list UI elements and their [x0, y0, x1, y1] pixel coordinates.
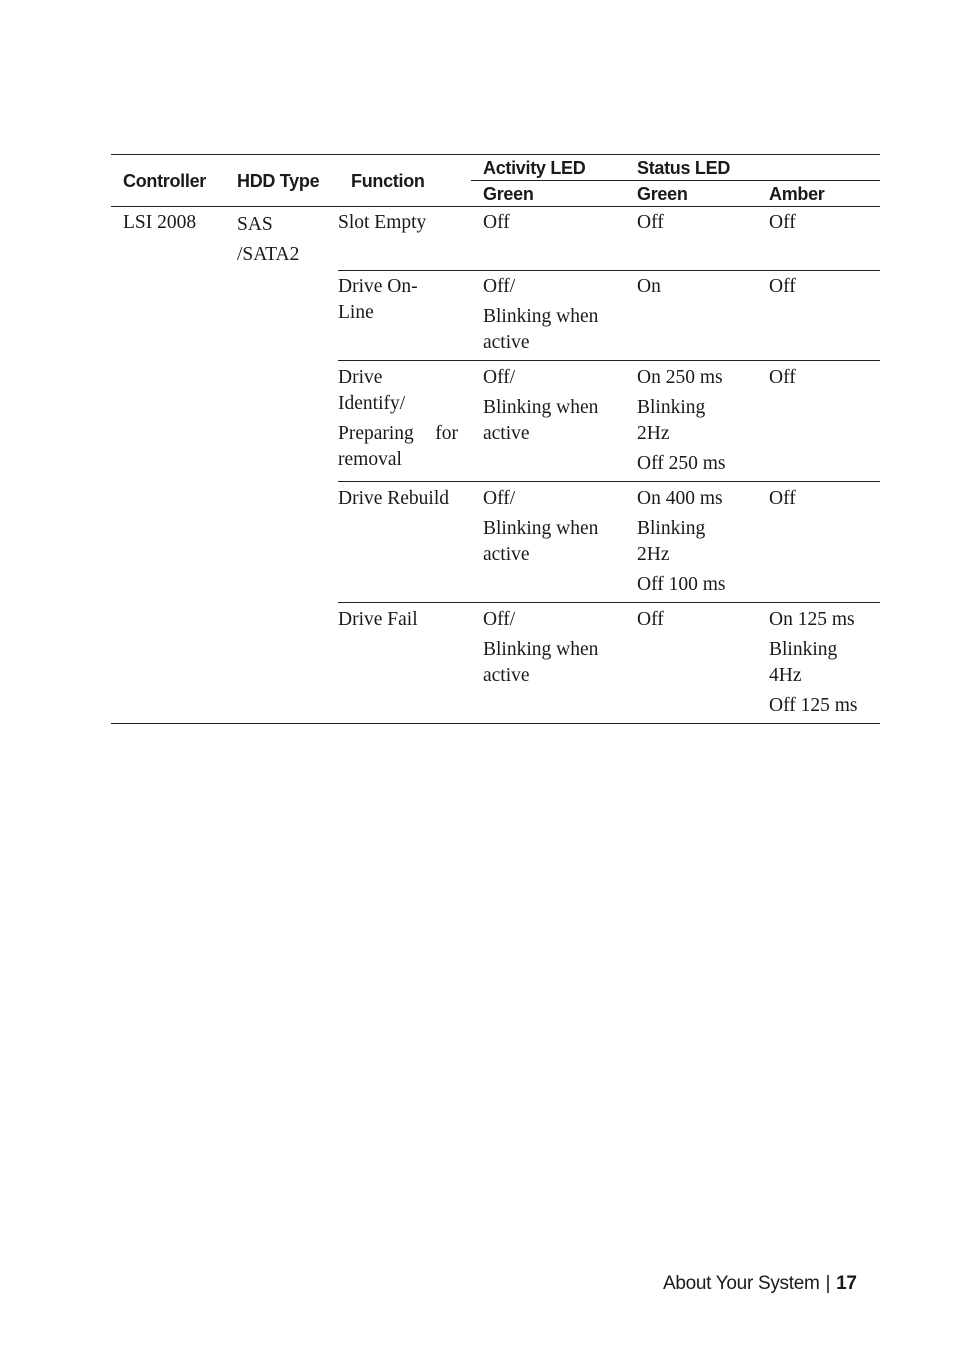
table-bottom-rule	[111, 723, 880, 724]
cell-activity-green	[483, 365, 598, 447]
header-activity-green: Green	[483, 184, 534, 204]
cell-line: 2Hz	[637, 544, 670, 565]
header-hdd-type: HDD Type	[237, 171, 320, 191]
header-status-green: Green	[637, 184, 688, 204]
row-rule-1	[338, 270, 880, 271]
footer-section-title: About Your System	[663, 1273, 820, 1294]
row-rule-3	[338, 481, 880, 482]
cell-line: Drive	[338, 367, 383, 388]
cell-line: Off	[637, 212, 664, 233]
cell-status-amber	[769, 274, 796, 300]
cell-line: Preparing for	[338, 423, 458, 444]
cell-line: Line	[338, 302, 374, 323]
cell-line: SAS	[237, 214, 273, 235]
cell-line: Off 100 ms	[637, 574, 726, 595]
cell-line: Off	[769, 212, 796, 233]
row-rule-4	[338, 602, 880, 603]
cell-line: Off/	[483, 488, 516, 509]
cell-line: /SATA2	[237, 244, 300, 265]
controller-cell: LSI 2008	[123, 212, 197, 233]
cell-status-amber	[769, 486, 796, 512]
cell-line: Blinking when	[483, 518, 599, 539]
cell-line: Blinking when	[483, 306, 599, 327]
table-top-rule	[111, 154, 880, 155]
cell-line: Off	[637, 609, 664, 630]
hdd-type-cell	[237, 210, 299, 270]
cell-line: active	[483, 332, 530, 353]
header-status-led: Status LED	[637, 158, 731, 178]
cell-status-green	[637, 607, 664, 633]
cell-line: Drive Rebuild	[338, 488, 450, 509]
cell-line: active	[483, 423, 530, 444]
cell-line: Drive On-	[338, 276, 418, 297]
cell-status-amber	[769, 607, 857, 719]
row-rule-2	[338, 360, 880, 361]
cell-line: Blinking	[637, 518, 706, 539]
header-sub-rule	[471, 180, 880, 181]
cell-status-amber	[769, 210, 796, 236]
cell-status-amber	[769, 365, 796, 391]
cell-status-green	[637, 274, 661, 300]
cell-line: active	[483, 665, 530, 686]
cell-function	[338, 274, 418, 326]
cell-line: Off 250 ms	[637, 453, 726, 474]
cell-line: Off	[769, 276, 796, 297]
cell-line: Drive Fail	[338, 609, 418, 630]
cell-line: 4Hz	[769, 665, 802, 686]
cell-line: active	[483, 544, 530, 565]
cell-function	[338, 365, 458, 473]
cell-function	[338, 607, 418, 633]
header-status-amber: Amber	[769, 184, 825, 204]
cell-line: Blinking	[637, 397, 706, 418]
cell-line: Blinking when	[483, 639, 599, 660]
cell-function	[338, 486, 449, 512]
header-controller: Controller	[123, 171, 207, 191]
header-activity-led: Activity LED	[483, 158, 586, 178]
header-function: Function	[351, 171, 425, 191]
cell-line: Blinking	[769, 639, 838, 660]
cell-function	[338, 210, 426, 236]
cell-activity-green	[483, 210, 510, 236]
cell-line: On 250 ms	[637, 367, 723, 388]
cell-line: Slot Empty	[338, 212, 427, 233]
cell-line: Off/	[483, 609, 516, 630]
cell-activity-green	[483, 607, 598, 689]
cell-line: On 400 ms	[637, 488, 723, 509]
cell-line: Identify/	[338, 393, 406, 414]
cell-line: On	[637, 276, 661, 297]
cell-status-green	[637, 486, 725, 598]
cell-line: Off/	[483, 276, 516, 297]
header-bottom-rule	[111, 206, 880, 207]
cell-line: Off	[769, 367, 796, 388]
cell-line: On 125 ms	[769, 609, 855, 630]
cell-activity-green	[483, 486, 598, 568]
cell-line: Off	[483, 212, 510, 233]
cell-line: Off	[769, 488, 796, 509]
cell-status-green	[637, 210, 664, 236]
page-number: 17	[836, 1273, 857, 1294]
cell-line: 2Hz	[637, 423, 670, 444]
footer-separator: |	[825, 1273, 831, 1294]
cell-activity-green	[483, 274, 598, 356]
cell-line: removal	[338, 449, 402, 470]
cell-line: Off 125 ms	[769, 695, 858, 716]
cell-status-green	[637, 365, 725, 477]
cell-line: Blinking when	[483, 397, 599, 418]
cell-line: Off/	[483, 367, 516, 388]
page-footer	[663, 1271, 857, 1297]
